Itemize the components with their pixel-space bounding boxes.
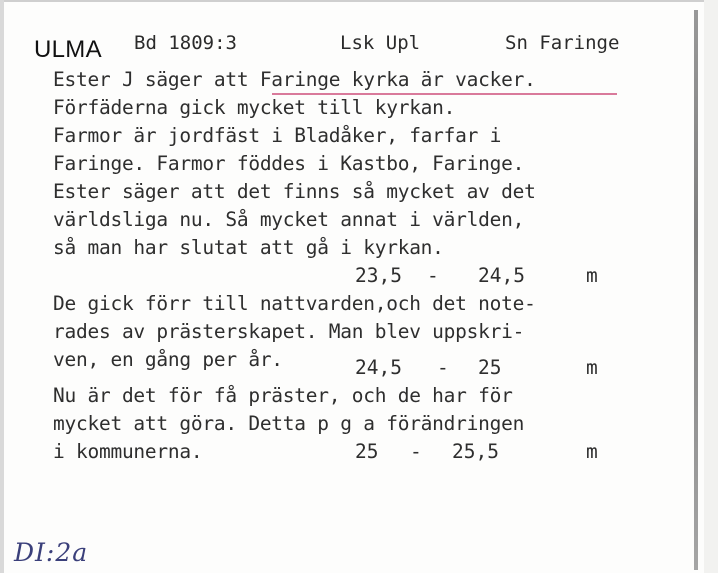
entry-line: Ester säger att det finns så mycket av det bbox=[53, 180, 536, 203]
entry-line: De gick förr till nattvarden,och det note- bbox=[53, 292, 536, 315]
card-right-margin bbox=[704, 0, 718, 573]
highlight-underline bbox=[272, 93, 617, 95]
landskap-field: Lsk Upl bbox=[340, 32, 421, 54]
measure-from: 25 bbox=[355, 440, 379, 463]
entry-line: mycket att göra. Detta p g a förändringen bbox=[53, 412, 525, 435]
measure-unit: m bbox=[586, 264, 598, 287]
measure-from: 23,5 bbox=[355, 264, 402, 287]
entry-line: världsliga nu. Så mycket annat i världen, bbox=[53, 208, 525, 231]
entry-line: ven, en gång per år. bbox=[53, 348, 283, 371]
entry-line: Nu är det för få präster, och de har för bbox=[53, 384, 513, 407]
entry-line: Farmor är jordfäst i Bladåker, farfar i bbox=[53, 124, 502, 147]
handwritten-signature: DI:2a bbox=[14, 538, 89, 567]
measure-from: 24,5 bbox=[355, 356, 402, 379]
entry-line: Ester J säger att Faringe kyrka är vacker. bbox=[53, 68, 536, 91]
measure-dash: - bbox=[437, 356, 449, 379]
archive-label: ULMA bbox=[34, 36, 102, 63]
card-top-edge bbox=[0, 0, 718, 2]
entry-line: Förfäderna gick mycket till kyrkan. bbox=[53, 96, 456, 119]
measure-dash: - bbox=[427, 264, 439, 287]
measure-to: 25 bbox=[478, 356, 502, 379]
card-left-edge bbox=[0, 0, 4, 573]
socken-field: Sn Faringe bbox=[505, 32, 620, 54]
entry-line: rades av prästerskapet. Man blev uppskri- bbox=[53, 320, 525, 343]
measure-unit: m bbox=[586, 356, 598, 379]
entry-line: Faringe. Farmor föddes i Kastbo, Faringe. bbox=[53, 152, 525, 175]
measure-dash: - bbox=[410, 440, 422, 463]
measure-to: 25,5 bbox=[452, 440, 499, 463]
reference-number: Bd 1809:3 bbox=[134, 32, 237, 54]
entry-line: i kommunerna. bbox=[53, 440, 203, 463]
entry-line: så man har slutat att gå i kyrkan. bbox=[53, 236, 444, 259]
measure-to: 24,5 bbox=[478, 264, 525, 287]
measure-unit: m bbox=[586, 440, 598, 463]
card-binding-edge bbox=[694, 10, 698, 570]
